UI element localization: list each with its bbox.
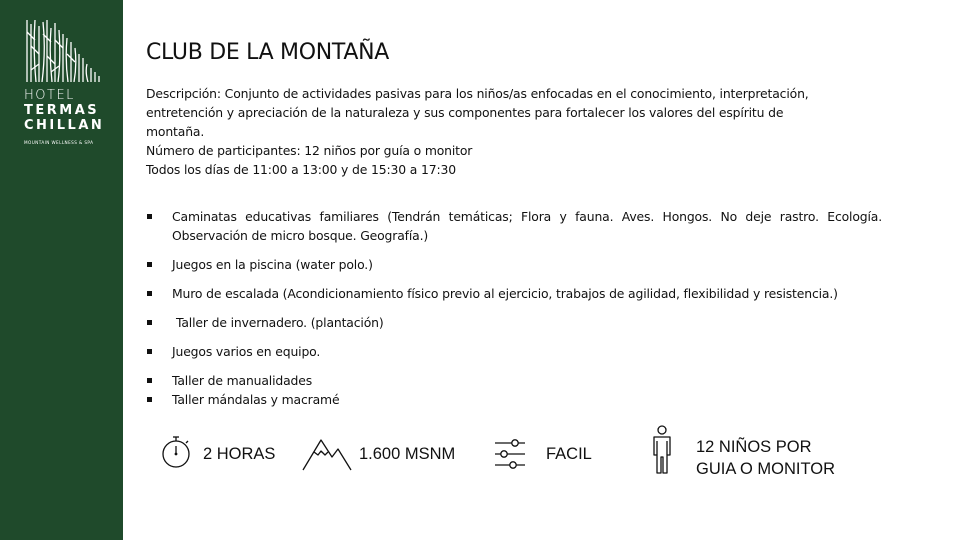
page-title: CLUB DE LA MONTAÑA — [146, 40, 389, 65]
group-size-line: 12 NIÑOS POR — [696, 438, 812, 456]
duration-label: 2 HORAS — [203, 445, 276, 463]
list-item-text: Taller de invernadero. (plantación) — [176, 315, 384, 330]
group-size-label — [696, 436, 835, 480]
list-item — [146, 313, 882, 332]
description-block — [146, 84, 866, 179]
stopwatch-icon — [160, 435, 192, 469]
brand-logo-text — [24, 88, 120, 145]
description-line: entretención y apreciación de la naturaleza y sus componentes para fortalecer los valores del espíritu de — [146, 105, 784, 120]
activity-list — [146, 207, 882, 409]
list-item: Muro de escalada (Acondicionamiento físico previo al ejercicio, trabajos de agilidad, flexibilidad y resistencia.) — [146, 284, 882, 303]
list-item: Caminatas educativas familiares (Tendrán temáticas; Flora y fauna. Aves. Hongos. No deje rastro. Ecología. Observación de micro bosque. Geografía.) — [146, 207, 882, 245]
brand-line-hotel: HOTEL — [24, 88, 75, 103]
list-item: Juegos varios en equipo. — [146, 342, 882, 361]
difficulty-label: FACIL — [546, 445, 592, 463]
altitude-label: 1.600 MSNM — [359, 445, 456, 463]
brand-tagline: MOUNTAIN WELLNESS & SPA — [24, 140, 94, 145]
brand-line-chillan: CHILLAN — [24, 118, 105, 133]
sliders-icon — [494, 439, 526, 469]
group-size-line: GUIA O MONITOR — [696, 460, 836, 478]
mountain-icon — [302, 437, 352, 471]
list-item: Taller mándalas y macramé — [146, 390, 882, 409]
forest-logo-icon — [24, 20, 102, 82]
list-item: Juegos en la piscina (water polo.) — [146, 255, 882, 274]
list-item: Taller de manualidades — [146, 371, 882, 390]
brand-line-termas: TERMAS — [24, 103, 100, 118]
description-line: Descripción: Conjunto de actividades pasivas para los niños/as enfocadas en el conocimiento, interpretación, — [146, 86, 809, 101]
schedule-line: Todos los días de 11:00 a 13:00 y de 15:30 a 17:30 — [146, 162, 456, 177]
description-line: montaña. — [146, 124, 205, 139]
stats-bar — [0, 425, 960, 485]
participants-line: Número de participantes: 12 niños por guía o monitor — [146, 143, 473, 158]
person-icon — [651, 425, 673, 475]
